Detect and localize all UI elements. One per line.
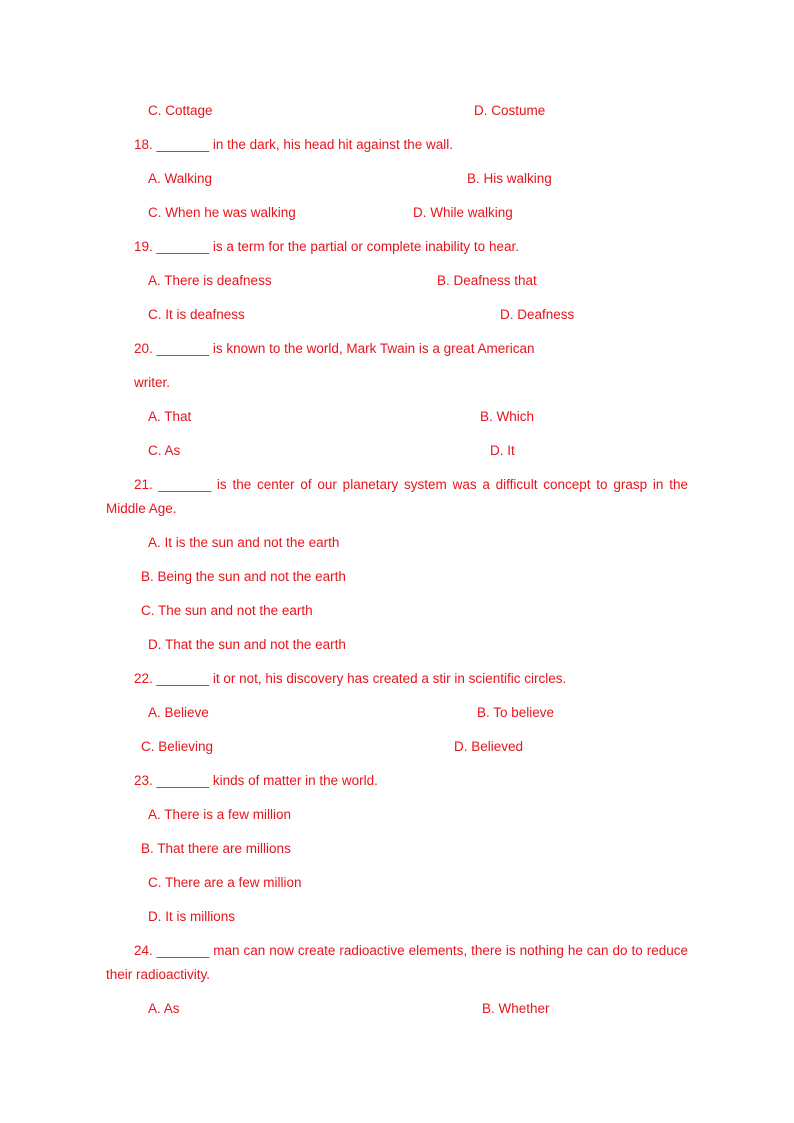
q21-option-b: B. Being the sun and not the earth [141, 569, 346, 584]
q22-stem: 22. _______ it or not, his discovery has created a stir in scientific circles. [134, 671, 567, 686]
q23-option-b: B. That there are millions [141, 841, 291, 856]
q18-stem: 18. _______ in the dark, his head hit against the wall. [134, 137, 453, 152]
q17-option-d: D. Costume [474, 103, 546, 118]
q22-option-a: A. Believe [148, 705, 209, 720]
q23-option-d: D. It is millions [148, 909, 236, 924]
q21-stem: 21. _______ is the center of our planetary system was a difficult concept to grasp in the Middle Age. [106, 477, 688, 516]
q24-stem: 24. _______ man can now create radioactive elements, there is nothing he can do to reduce their radioactivity. [106, 943, 688, 982]
q20-option-b: B. Which [480, 409, 535, 424]
q20-stem-line1: 20. _______ is known to the world, Mark Twain is a great American [134, 341, 535, 356]
q19-option-c: C. It is deafness [148, 307, 245, 322]
q18-option-a: A. Walking [148, 171, 213, 186]
q20-option-a: A. That [148, 409, 192, 424]
q19-option-a: A. There is deafness [148, 273, 272, 288]
q22-option-b: B. To believe [477, 705, 555, 720]
q23-option-c: C. There are a few million [148, 875, 302, 890]
q20-option-c: C. As [148, 443, 181, 458]
q18-option-b: B. His walking [467, 171, 552, 186]
q24-option-b: B. Whether [482, 1001, 550, 1016]
q20-stem-line2: writer. [134, 375, 171, 390]
q17-option-c: C. Cottage [148, 103, 213, 118]
q18-option-c: C. When he was walking [148, 205, 296, 220]
q19-option-d: D. Deafness [500, 307, 575, 322]
q23-stem: 23. _______ kinds of matter in the world. [134, 773, 378, 788]
q21-option-a: A. It is the sun and not the earth [148, 535, 340, 550]
q19-stem: 19. _______ is a term for the partial or complete inability to hear. [134, 239, 519, 254]
q22-option-d: D. Believed [454, 739, 524, 754]
q23-option-a: A. There is a few million [148, 807, 292, 822]
q21-option-c: C. The sun and not the earth [141, 603, 313, 618]
q18-option-d: D. While walking [413, 205, 513, 220]
q22-option-c: C. Believing [141, 739, 214, 754]
q24-option-a: A. As [148, 1001, 180, 1016]
q20-option-d: D. It [490, 443, 515, 458]
q21-option-d: D. That the sun and not the earth [148, 637, 346, 652]
q19-option-b: B. Deafness that [437, 273, 537, 288]
